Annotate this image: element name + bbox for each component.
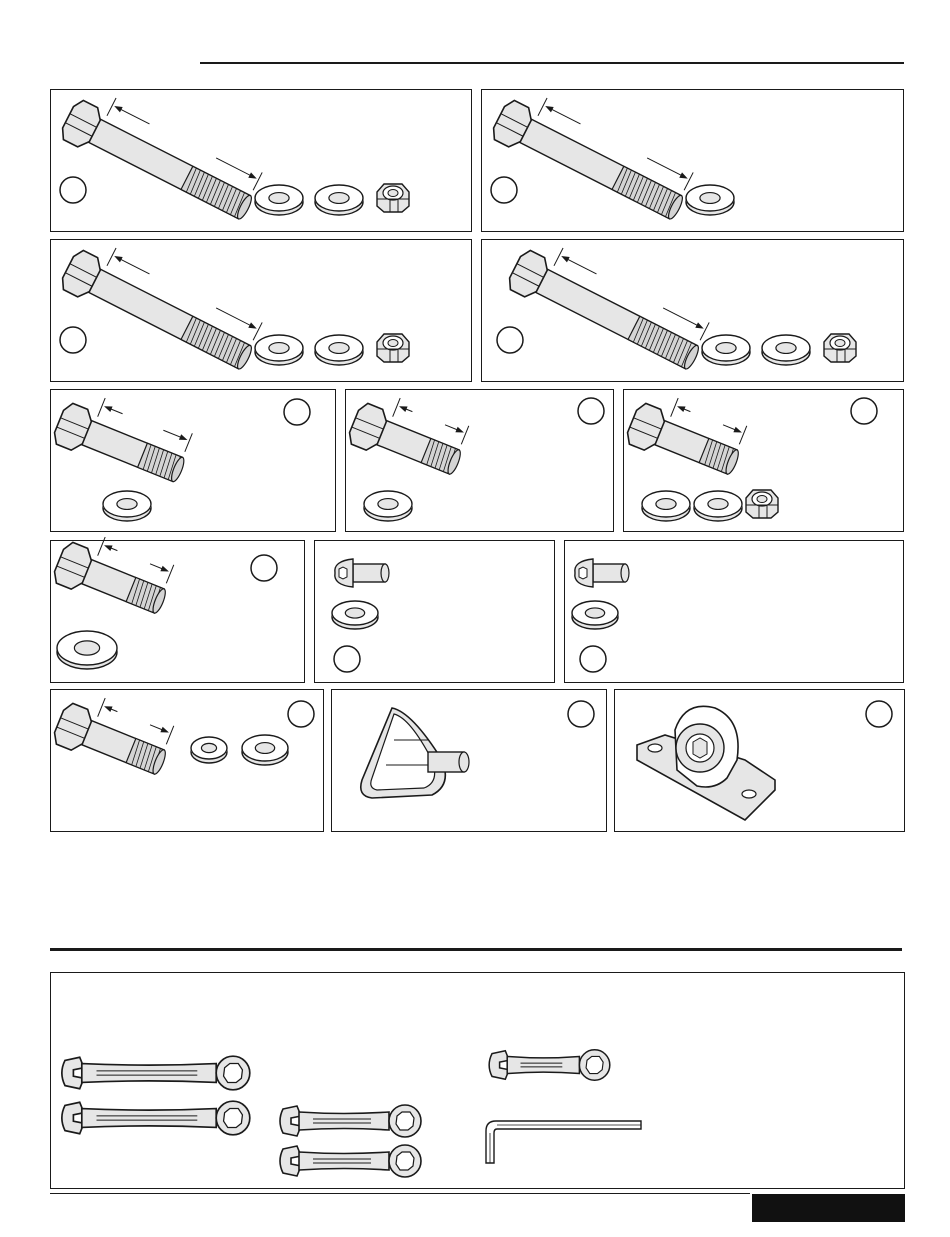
item-marker-circle xyxy=(866,701,892,727)
open-end xyxy=(489,1051,509,1080)
combination-wrench-large xyxy=(62,1101,250,1135)
item-marker-circle xyxy=(851,398,877,424)
wrench-handle xyxy=(299,1152,389,1170)
hex-bolt xyxy=(489,83,697,229)
hardware-part-h xyxy=(50,540,305,683)
item-marker-circle xyxy=(497,327,523,353)
hardware-part-f xyxy=(345,389,614,532)
hardware-part-j xyxy=(564,540,904,683)
hex-bolt xyxy=(505,233,713,379)
wrench-handle xyxy=(507,1056,579,1073)
hardware-part-a xyxy=(50,89,472,232)
combination-wrench-medium xyxy=(280,1145,421,1177)
socket-screw-shank xyxy=(353,564,385,582)
item-marker-circle xyxy=(578,398,604,424)
tools-section-rule xyxy=(50,948,902,951)
item-marker-circle xyxy=(60,327,86,353)
open-end xyxy=(62,1057,84,1089)
hex-bolt xyxy=(58,233,266,379)
tools-panel xyxy=(50,972,905,1189)
hardware-part-l xyxy=(331,689,607,832)
socket-screw-shank xyxy=(593,564,625,582)
hardware-part-m xyxy=(614,689,905,832)
hardware-part-g xyxy=(623,389,904,532)
hardware-part-b xyxy=(481,89,904,232)
combination-wrench-large xyxy=(62,1056,250,1090)
open-end xyxy=(62,1102,84,1134)
item-marker-circle xyxy=(491,177,517,203)
mount-hole xyxy=(648,744,662,752)
hex-bolt xyxy=(51,524,178,623)
footer-rule xyxy=(50,1193,750,1194)
footer-page-tab xyxy=(752,1194,905,1222)
combination-wrench-small xyxy=(489,1050,610,1080)
wrench-handle xyxy=(82,1109,216,1128)
hardware-section-rule xyxy=(200,62,904,64)
hardware-part-d xyxy=(481,239,904,382)
hex-bolt xyxy=(51,385,196,491)
wrench-handle xyxy=(82,1064,216,1083)
item-marker-circle xyxy=(580,646,606,672)
item-marker-circle xyxy=(288,701,314,727)
mount-hole xyxy=(742,790,756,798)
hex-bolt xyxy=(51,685,178,784)
hex-key-icon xyxy=(486,1121,641,1163)
hardware-part-c xyxy=(50,239,472,382)
item-marker-circle xyxy=(60,177,86,203)
item-marker-circle xyxy=(251,555,277,581)
hex-bolt xyxy=(346,385,473,484)
combination-wrench-medium xyxy=(280,1105,421,1137)
hardware-part-k xyxy=(50,689,324,832)
hex-bolt xyxy=(624,385,751,484)
hardware-part-e xyxy=(50,389,336,532)
item-marker-circle xyxy=(284,399,310,425)
item-marker-circle xyxy=(334,646,360,672)
open-end xyxy=(280,1106,301,1136)
hex-bolt xyxy=(58,83,266,229)
open-end xyxy=(280,1146,301,1176)
item-marker-circle xyxy=(568,701,594,727)
wrench-handle xyxy=(299,1112,389,1130)
hardware-part-i xyxy=(314,540,555,683)
